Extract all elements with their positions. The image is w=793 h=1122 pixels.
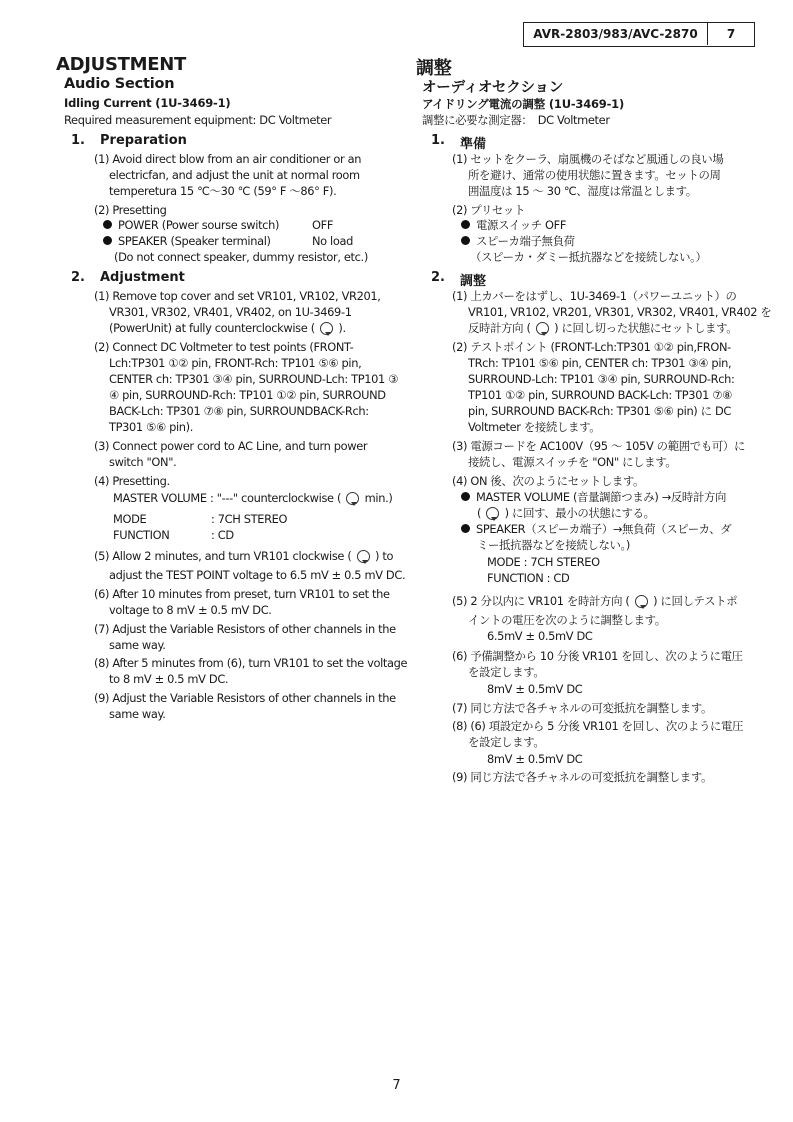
jp-prep-2-line1: (2) プリセット bbox=[452, 203, 525, 217]
en-adj-4-function-value: : CD bbox=[211, 528, 234, 542]
en-prep-speaker-value: No load bbox=[312, 234, 354, 248]
jp-adj-8-line2: を設定します。 bbox=[468, 735, 545, 749]
en-section1-num: 1. bbox=[71, 133, 85, 148]
jp-adj-4-line1: (4) ON 後、次のようにセットします。 bbox=[452, 474, 645, 488]
clockwise-icon bbox=[357, 550, 370, 563]
en-adj-1-line3: (PowerUnit) at fully counterclockwise ( ). bbox=[109, 321, 346, 335]
en-adj-5-line1: (5) Allow 2 minutes, and turn VR101 clockwise ( ) to bbox=[94, 549, 394, 563]
en-section1-title: Preparation bbox=[100, 133, 187, 148]
jp-prep-speaker: スピーカ端子無負荷 bbox=[461, 233, 575, 249]
header-page-number: 7 bbox=[726, 27, 736, 41]
en-adj-6-line2: voltage to 8 mV ± 0.5 mV DC. bbox=[109, 603, 272, 617]
en-adj-4-line1: (4) Presetting. bbox=[94, 474, 170, 488]
jp-section1-title: 準備 bbox=[460, 137, 487, 152]
en-prep-speaker: SPEAKER (Speaker terminal) bbox=[103, 233, 271, 249]
jp-adj-4-function: FUNCTION : CD bbox=[487, 571, 570, 585]
counterclockwise-icon bbox=[346, 492, 359, 505]
header-model-box bbox=[523, 22, 755, 47]
jp-adj-1-line3: 反時計方向 ( ) に回し切った状態にセットします。 bbox=[468, 321, 738, 335]
en-adj-4-mode-value: : 7CH STEREO bbox=[211, 512, 288, 526]
jp-adj-2-line2: TRch: TP101 ⑤⑥ pin, CENTER ch: TP301 ③④ pin, bbox=[468, 356, 732, 370]
jp-title: 調整 bbox=[416, 58, 452, 79]
en-subsubtitle: Idling Current (1U-3469-1) bbox=[64, 96, 231, 110]
en-adj-2-line1: (2) Connect DC Voltmeter to test points (FRONT- bbox=[94, 340, 354, 354]
jp-adj-4-speaker: SPEAKER（スピーカ端子）→無負荷（スピーカ、ダ bbox=[461, 521, 731, 537]
jp-prep-1-line3: 囲温度は 15 ～ 30 ℃、湿度は常温とします。 bbox=[468, 184, 697, 198]
jp-adj-2-line4: TP101 ①② pin, SURROUND BACK-Lch: TP301 ⑦⑧ bbox=[468, 388, 732, 402]
en-prep-1-line3: temperetura 15 ℃～30 ℃ (59° F ～86° F). bbox=[109, 184, 337, 198]
en-adj-8-line2: to 8 mV ± 0.5 mV DC. bbox=[109, 672, 229, 686]
jp-adj-8-line1: (8) (6) 項設定から 5 分後 VR101 を回し、次のように電圧 bbox=[452, 719, 744, 733]
en-adj-2-line5: BACK-Lch: TP301 ⑦⑧ pin, SURROUNDBACK-Rch: bbox=[109, 404, 369, 418]
counterclockwise-icon bbox=[320, 322, 333, 335]
jp-adj-2-line3: SURROUND-Lch: TP101 ③④ pin, SURROUND-Rch: bbox=[468, 372, 735, 386]
jp-section1-num: 1. bbox=[431, 133, 445, 148]
jp-adj-3-line1: (3) 電源コードを AC100V（95 ～ 105V の範囲でも可）に bbox=[452, 439, 745, 453]
jp-section2-title: 調整 bbox=[460, 274, 487, 289]
jp-adj-4-rotate: ( ) に回す、最小の状態にする。 bbox=[477, 506, 655, 520]
jp-prep-1-line1: (1) セットをクーラ、扇風機のそばなど風通しの良い場 bbox=[452, 152, 724, 166]
counterclockwise-icon bbox=[536, 322, 549, 335]
jp-adj-2-line5: pin, SURROUND BACK-Rch: TP301 ⑤⑥ pin) に DC bbox=[468, 404, 732, 418]
jp-adj-2-line1: (2) テストポイント (FRONT-Lch:TP301 ①② pin,FRON- bbox=[452, 340, 731, 354]
jp-section2-num: 2. bbox=[431, 270, 445, 285]
en-section2-num: 2. bbox=[71, 270, 85, 285]
jp-adj-4-speaker-note: ミー抵抗器などを接続しない。) bbox=[477, 538, 630, 552]
en-required: Required measurement equipment: DC Voltmeter bbox=[64, 113, 332, 127]
jp-adj-4-master-volume: MASTER VOLUME (音量調節つまみ) →反時計方向 bbox=[461, 489, 726, 505]
jp-prep-power: 電源スイッチ OFF bbox=[461, 217, 566, 233]
en-adj-4-function-label: FUNCTION bbox=[113, 528, 170, 542]
en-adj-5-line2: adjust the TEST POINT voltage to 6.5 mV ± 0.5 mV DC. bbox=[109, 568, 406, 582]
counterclockwise-icon bbox=[486, 507, 499, 520]
bullet-icon bbox=[103, 236, 112, 245]
jp-adj-4-mode: MODE : 7CH STEREO bbox=[487, 555, 600, 569]
bullet-icon bbox=[103, 220, 112, 229]
jp-required: 調整に必要な測定器： DC Voltmeter bbox=[422, 113, 610, 127]
en-subtitle: Audio Section bbox=[64, 76, 175, 92]
en-section2-title: Adjustment bbox=[100, 270, 185, 285]
jp-adj-5-value: 6.5mV ± 0.5mV DC bbox=[487, 629, 593, 643]
en-adj-2-line2: Lch:TP301 ①② pin, FRONT-Rch: TP101 ⑤⑥ pin, bbox=[109, 356, 362, 370]
en-prep-1-line1: (1) Avoid direct blow from an air conditioner or an bbox=[94, 152, 362, 166]
en-adj-1-line1: (1) Remove top cover and set VR101, VR102, VR201, bbox=[94, 289, 381, 303]
jp-adj-1-line2: VR101, VR102, VR201, VR301, VR302, VR401, VR402 を bbox=[468, 305, 772, 319]
en-prep-power: POWER (Power sourse switch) bbox=[103, 217, 279, 233]
en-prep-2-line1: (2) Presetting bbox=[94, 203, 167, 217]
jp-adj-9-line1: (9) 同じ方法で各チャネルの可変抵抗を調整します。 bbox=[452, 770, 712, 784]
jp-adj-7-line1: (7) 同じ方法で各チャネルの可変抵抗を調整します。 bbox=[452, 701, 712, 715]
bullet-icon bbox=[461, 524, 470, 533]
jp-adj-6-line1: (6) 予備調整から 10 分後 VR101 を回し、次のように電圧 bbox=[452, 649, 743, 663]
clockwise-icon bbox=[635, 595, 648, 608]
en-adj-2-line4: ④ pin, SURROUND-Rch: TP101 ①② pin, SURROUND bbox=[109, 388, 386, 402]
en-adj-6-line1: (6) After 10 minutes from preset, turn VR101 to set the bbox=[94, 587, 390, 601]
bullet-icon bbox=[461, 492, 470, 501]
jp-adj-1-line1: (1) 上カバーをはずし、1U-3469-1（パワーユニット）の bbox=[452, 289, 737, 303]
bullet-icon bbox=[461, 220, 470, 229]
bullet-icon bbox=[461, 236, 470, 245]
en-prep-1-line2: electricfan, and adjust the unit at normal room bbox=[109, 168, 360, 182]
model-number: AVR-2803/983/AVC-2870 bbox=[524, 23, 708, 45]
jp-adj-5-line2: イントの電圧を次のように調整します。 bbox=[468, 613, 666, 627]
jp-adj-8-value: 8mV ± 0.5mV DC bbox=[487, 752, 583, 766]
en-adj-2-line3: CENTER ch: TP301 ③④ pin, SURROUND-Lch: TP101 ③ bbox=[109, 372, 399, 386]
jp-adj-6-line2: を設定します。 bbox=[468, 665, 545, 679]
en-adj-3-line2: switch "ON". bbox=[109, 455, 177, 469]
jp-adj-2-line6: Voltmeter を接続します。 bbox=[468, 420, 601, 434]
en-adj-3-line1: (3) Connect power cord to AC Line, and turn power bbox=[94, 439, 368, 453]
en-adj-7-line2: same way. bbox=[109, 638, 166, 652]
en-adj-8-line1: (8) After 5 minutes from (6), turn VR101 to set the voltage bbox=[94, 656, 408, 670]
jp-adj-3-line2: 接続し、電源スイッチを "ON" にします。 bbox=[468, 455, 677, 469]
jp-prep-1-line2: 所を避け、通常の使用状態に置きます。セットの周 bbox=[468, 168, 721, 182]
footer-page-number: 7 bbox=[392, 1078, 401, 1093]
en-prep-note: (Do not connect speaker, dummy resistor, etc.) bbox=[114, 250, 368, 264]
en-prep-power-value: OFF bbox=[312, 218, 334, 232]
en-adj-7-line1: (7) Adjust the Variable Resistors of other channels in the bbox=[94, 622, 396, 636]
en-adj-4-master-volume: MASTER VOLUME : "---" counterclockwise ( min.) bbox=[113, 491, 393, 505]
jp-adj-5-line1: (5) 2 分以内に VR101 を時計方向 ( ) に回しテストポ bbox=[452, 594, 738, 608]
jp-subtitle: オーディオセクション bbox=[422, 80, 564, 96]
en-adj-1-line2: VR301, VR302, VR401, VR402, on 1U-3469-1 bbox=[109, 305, 352, 319]
en-adj-9-line1: (9) Adjust the Variable Resistors of other channels in the bbox=[94, 691, 396, 705]
en-title: ADJUSTMENT bbox=[56, 54, 186, 75]
jp-adj-6-value: 8mV ± 0.5mV DC bbox=[487, 682, 583, 696]
en-adj-2-line6: TP301 ⑤⑥ pin). bbox=[109, 420, 194, 434]
jp-subsubtitle: アイドリング電流の調整 (1U-3469-1) bbox=[422, 97, 625, 111]
jp-prep-note: （スピーカ・ダミー抵抗器などを接続しない。） bbox=[470, 250, 707, 264]
en-adj-4-mode-label: MODE bbox=[113, 512, 147, 526]
en-adj-9-line2: same way. bbox=[109, 707, 166, 721]
